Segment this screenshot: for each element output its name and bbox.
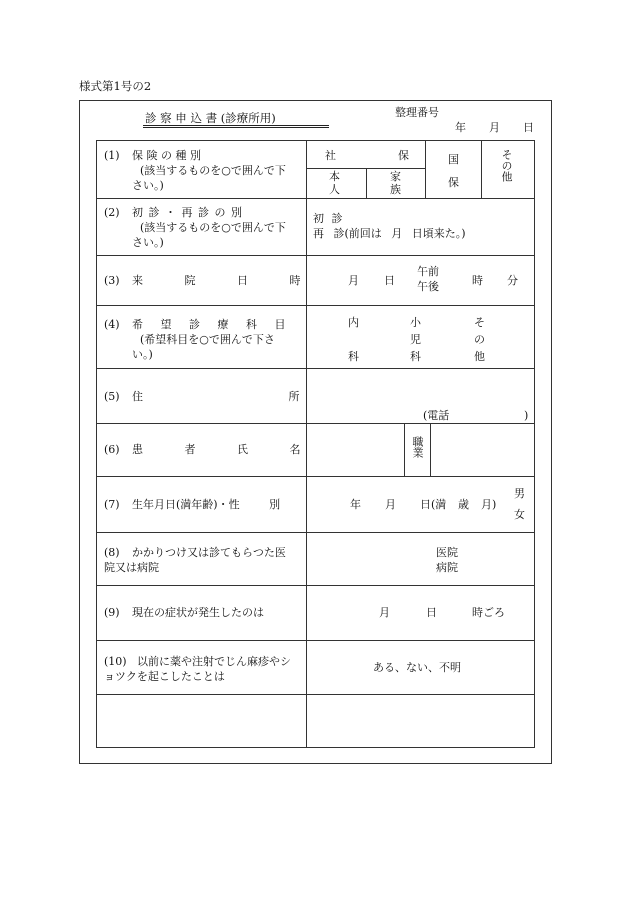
department-pediatrics[interactable]: 児 bbox=[410, 333, 421, 346]
row-note: い。) bbox=[132, 348, 153, 361]
row-note: ョツクを起こしたことは bbox=[104, 670, 225, 683]
header-month: 月 bbox=[489, 121, 500, 134]
birth-day-age: 日(満 bbox=[420, 498, 447, 511]
insurance-kazoku[interactable]: 家 bbox=[390, 170, 401, 183]
row-divider bbox=[96, 694, 535, 695]
row-note: (希望科目を○で囲んで下さ bbox=[140, 333, 275, 346]
row-label-patient-name: 患 者 氏 名 bbox=[132, 443, 301, 456]
row-label-visit-datetime: 来 院 日 時 bbox=[132, 274, 301, 287]
department-internal[interactable]: 科 bbox=[348, 350, 359, 363]
row-number: (8) bbox=[104, 546, 120, 559]
row-label-birthdate-sex: 生年月日(満年齢)・性 別 bbox=[132, 498, 281, 511]
onset-month: 月 bbox=[379, 606, 390, 619]
row-number: (10) bbox=[104, 655, 127, 668]
occupation-label: 職業 bbox=[411, 436, 424, 458]
row-number: (7) bbox=[104, 498, 120, 511]
department-pediatrics[interactable]: 科 bbox=[410, 350, 421, 363]
row-divider bbox=[96, 255, 535, 256]
sex-female[interactable]: 女 bbox=[514, 508, 525, 521]
visit-month: 月 bbox=[348, 274, 359, 287]
row-number: (5) bbox=[104, 390, 120, 403]
header-year: 年 bbox=[455, 121, 466, 134]
insurance-other[interactable]: その他 bbox=[500, 149, 513, 182]
row-divider bbox=[96, 368, 535, 369]
birth-age: 歳 bbox=[458, 498, 469, 511]
insurance-shaho[interactable]: 保 bbox=[398, 149, 409, 162]
onset-time: 時ごろ bbox=[472, 606, 505, 619]
visit-repeat[interactable]: 再 診(前回は 月 日頃来た。) bbox=[313, 227, 466, 240]
insurance-divider bbox=[366, 168, 367, 198]
occupation-divider bbox=[430, 423, 431, 476]
serial-number-label: 整理番号 bbox=[395, 106, 439, 119]
row-number: (6) bbox=[104, 443, 120, 456]
row-number: (2) bbox=[104, 206, 120, 219]
row-divider bbox=[96, 423, 535, 424]
row-label-clinic: かかりつけ又は診てもらつた医 bbox=[132, 546, 286, 559]
row-note: さい。) bbox=[132, 236, 164, 249]
clinic-hospital[interactable]: 病院 bbox=[436, 561, 458, 574]
row-number: (9) bbox=[104, 606, 120, 619]
sex-male[interactable]: 男 bbox=[514, 487, 525, 500]
row-label-allergy: 以前に薬や注射でじん麻疹やシ bbox=[137, 655, 291, 668]
insurance-divider bbox=[481, 140, 482, 198]
birth-year: 年 bbox=[350, 498, 361, 511]
insurance-kokuho[interactable]: 保 bbox=[448, 176, 459, 189]
insurance-honnin[interactable]: 人 bbox=[329, 183, 340, 196]
department-other[interactable]: の bbox=[474, 333, 485, 346]
birth-age-month: 月) bbox=[481, 498, 497, 511]
visit-hour: 時 bbox=[472, 274, 483, 287]
form-title: 診 察 申 込 書 (診療所用) bbox=[145, 111, 276, 125]
visit-first[interactable]: 初 診 bbox=[313, 212, 343, 225]
birth-month: 月 bbox=[385, 498, 396, 511]
occupation-divider bbox=[404, 423, 405, 476]
row-divider bbox=[96, 305, 535, 306]
row-divider bbox=[96, 198, 535, 199]
insurance-honnin[interactable]: 本 bbox=[329, 170, 340, 183]
insurance-divider bbox=[425, 140, 426, 198]
row-note: (該当するものを○で囲んで下 bbox=[140, 221, 286, 234]
row-divider bbox=[96, 532, 535, 533]
row-divider bbox=[96, 585, 535, 586]
row-label-insurance-type: 保 険 の 種 別 bbox=[132, 149, 201, 162]
insurance-shaho[interactable]: 社 bbox=[325, 149, 336, 162]
row-number: (3) bbox=[104, 274, 120, 287]
form-label: 様式第1号の2 bbox=[79, 79, 152, 93]
allergy-options[interactable]: ある、ない、不明 bbox=[373, 661, 461, 674]
row-note: (該当するものを○で囲んで下 bbox=[140, 164, 286, 177]
address-phone[interactable]: (電話 bbox=[423, 409, 450, 422]
row-number: (1) bbox=[104, 149, 120, 162]
insurance-kokuho[interactable]: 国 bbox=[448, 153, 459, 166]
row-divider bbox=[96, 640, 535, 641]
onset-day: 日 bbox=[426, 606, 437, 619]
visit-minute: 分 bbox=[507, 274, 518, 287]
row-label-onset: 現在の症状が発生したのは bbox=[132, 606, 264, 619]
address-phone-close: ) bbox=[524, 409, 529, 422]
visit-am[interactable]: 午前 bbox=[417, 265, 439, 278]
row-divider bbox=[96, 476, 535, 477]
table-column-divider bbox=[306, 140, 307, 748]
row-note: さい。) bbox=[132, 179, 164, 192]
row-label-address: 住 所 bbox=[132, 390, 300, 403]
visit-pm[interactable]: 午後 bbox=[417, 280, 439, 293]
department-pediatrics[interactable]: 小 bbox=[410, 316, 421, 329]
row-label-department: 希 望 診 療 科 目 bbox=[132, 318, 286, 331]
department-other[interactable]: そ bbox=[474, 316, 485, 329]
department-internal[interactable]: 内 bbox=[348, 316, 359, 329]
row-label-visit-type: 初 診 ・ 再 診 の 別 bbox=[132, 206, 243, 219]
row-number: (4) bbox=[104, 318, 120, 331]
row-note: 院又は病院 bbox=[104, 561, 159, 574]
title-underline bbox=[143, 125, 329, 128]
header-day: 日 bbox=[523, 121, 534, 134]
visit-day: 日 bbox=[384, 274, 395, 287]
clinic-clinic[interactable]: 医院 bbox=[436, 546, 458, 559]
department-other[interactable]: 他 bbox=[474, 350, 485, 363]
insurance-kazoku[interactable]: 族 bbox=[390, 183, 401, 196]
